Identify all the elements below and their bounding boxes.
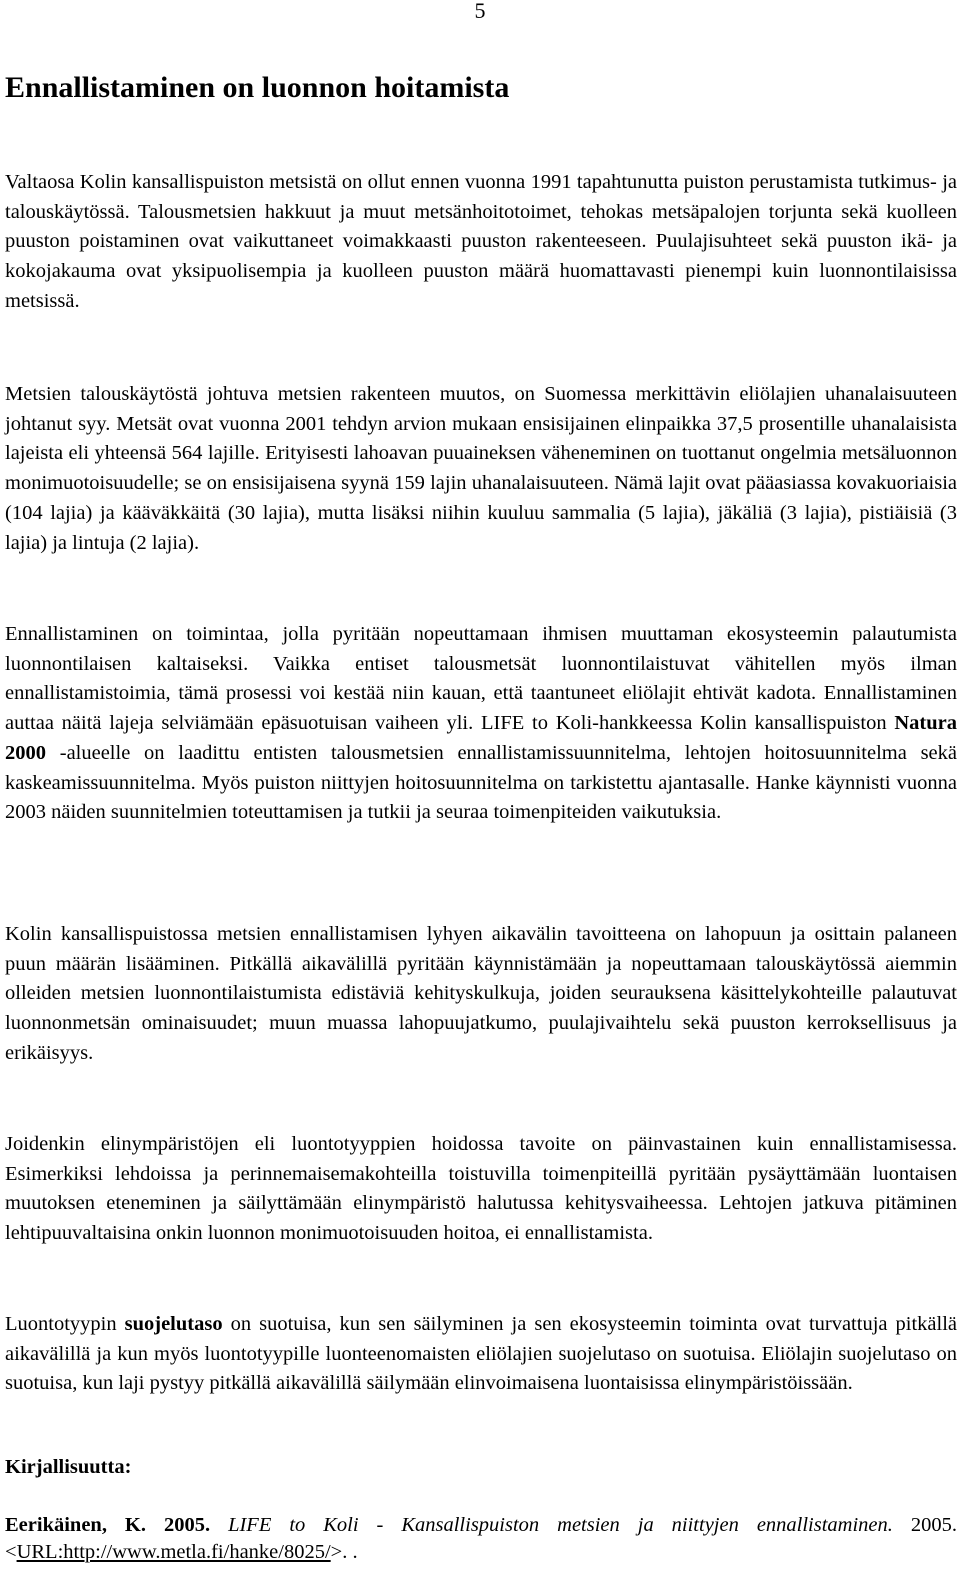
reference-title: LIFE to Koli - Kansallispuiston metsien ja niittyjen ennallistaminen. — [228, 1514, 893, 1536]
page-number: 5 — [474, 0, 486, 23]
paragraph-4 — [5, 920, 957, 1069]
paragraph-2-text: Metsien talouskäytöstä johtuva metsien rakenteen muutos, on Suomessa merkittävin eliölajien uhanalaisuuteen johtanut syy. Metsät ovat vuonna 2001 tehdyn arvion mukaan ensisijainen elinpaikka 37,5 prosentille uhanalaisista lajeista eli yhteensä 564 lajille. Erityisesti lahoavan puuaineksen väheneminen on tuottanut ongelmia metsäluonnon monimuotoisuudelle; se on ensisijaisena syynä 159 lajin uhanalaisuuteen. Nämä lajit ovat pääasiassa kovakuoriaisia (104 lajia) ja kääväkkäitä (30 lajia), mutta lisäksi niihin kuuluu sammalia (5 lajia), jäkäliä (3 lajia), pistiäisiä (3 lajia) ja lintuja (2 lajia). — [5, 383, 957, 554]
references-heading: Kirjallisuutta: — [5, 1456, 132, 1478]
paragraph-3 — [5, 620, 957, 828]
natura-2000-term: Natura 2000 — [5, 712, 957, 764]
paragraph-6 — [5, 1310, 957, 1399]
paragraph-4-text: Kolin kansallispuistossa metsien ennallistamisen lyhyen aikavälin tavoitteena on lahopuun ja osittain palaneen puun määrän lisääminen. Pitkällä aikavälillä pyritään käynnistämään ja nopeuttamaan talouskäytössä aiemmin olleiden metsien luonnontilaistumista edistäviä kehityskulkuja, joiden seurauksena käsittelykohteille palautuvat luonnonmetsän ominaisuudet; muun muassa lahopuujatkumo, puulajivaihtelu sekä puuston kerroksellisuus ja erikäisyys. — [5, 923, 957, 1064]
paragraph-1 — [5, 168, 957, 317]
paragraph-3-text-before: Ennallistaminen on toimintaa, jolla pyritään nopeuttamaan ihmisen muuttaman ekosysteemin palautumista luonnontilaisen kaltaiseksi. Vaikka entiset talousmetsät luonnontilaistuvat vähitellen myös ilman ennallistamistoimia, tämä prosessi voi kestää niin kauan, että taantuneet eliölajit ehtivät kadota. Ennallistaminen auttaa näitä lajeja selviämään epäsuotuisan vaiheen yli. LIFE to Koli-hankkeessa Kolin kansallispuiston — [5, 623, 957, 735]
reference-author: Eerikäinen, K. 2005. — [5, 1514, 211, 1536]
paragraph-6-text-before: Luontotyypin — [5, 1313, 125, 1335]
paragraph-2 — [5, 380, 957, 558]
paragraph-6-text-after: on suotuisa, kun sen säilyminen ja sen ekosysteemin toiminta ovat turvattuja pitkällä aikavälillä ja kun myös luontotyypille luonteenomaisten eliölajien suojelutaso on suotuisa. Eliölajin suojelutaso on suotuisa, kun laji pystyy pitkällä aikavälillä säilymään elinvoimaisena luontaisissa elinympäristöissään. — [5, 1313, 957, 1395]
page-title: Ennallistaminen on luonnon hoitamista — [5, 71, 510, 104]
reference-entry — [5, 1512, 957, 1566]
paragraph-5 — [5, 1130, 957, 1249]
reference-url-link[interactable]: URL:http://www.metla.fi/hanke/8025/ — [16, 1541, 331, 1563]
suojelutaso-term: suojelutaso — [124, 1313, 223, 1335]
paragraph-3-text-after: -alueelle on laadittu entisten talousmetsien ennallistamissuunnitelma, lehtojen hoitosuunnitelma sekä kaskeamissuunnitelma. Myös puiston niittyjen hoitosuunnitelma on tarkistettu ajantasalle. Hanke käynnisti vuonna 2003 näiden suunnitelmien toteuttamisen ja tutkii ja seuraa toimenpiteiden vaikutuksia. — [5, 741, 957, 824]
reference-year: 2005. < — [5, 1514, 958, 1563]
paragraph-1-text: Valtaosa Kolin kansallispuiston metsistä on ollut ennen vuonna 1991 tapahtunutta puiston perustamista tutkimus- ja talouskäytössä. Talousmetsien hakkuut ja muut metsänhoitotoimet, tehokas metsäpalojen torjunta sekä kuolleen puuston poistaminen ovat vaikuttaneet voimakkaasti puuston rakenteeseen. Puulajisuhteet sekä puuston ikä- ja kokojakauma ovat yksipuolisempia ja kuolleen puuston määrä huomattavasti pienempi kuin luonnontilaisissa metsissä. — [5, 171, 957, 312]
reference-end: >. . — [330, 1541, 358, 1563]
paragraph-5-text: Joidenkin elinympäristöjen eli luontotyyppien hoidossa tavoite on päinvastainen kuin ennallistamisessa. Esimerkiksi lehdoissa ja perinnemaisemakohteilla toistuvilla toimenpiteillä pyritään pysäyttämään luontaisen muutoksen eteneminen ja säilyttämään elinympäristö halutussa kehitysvaiheessa. Lehtojen jatkuva pitäminen lehtipuuvaltaisina onkin luonnon monimuotoisuuden hoitoa, ei ennallistamista. — [5, 1133, 957, 1245]
